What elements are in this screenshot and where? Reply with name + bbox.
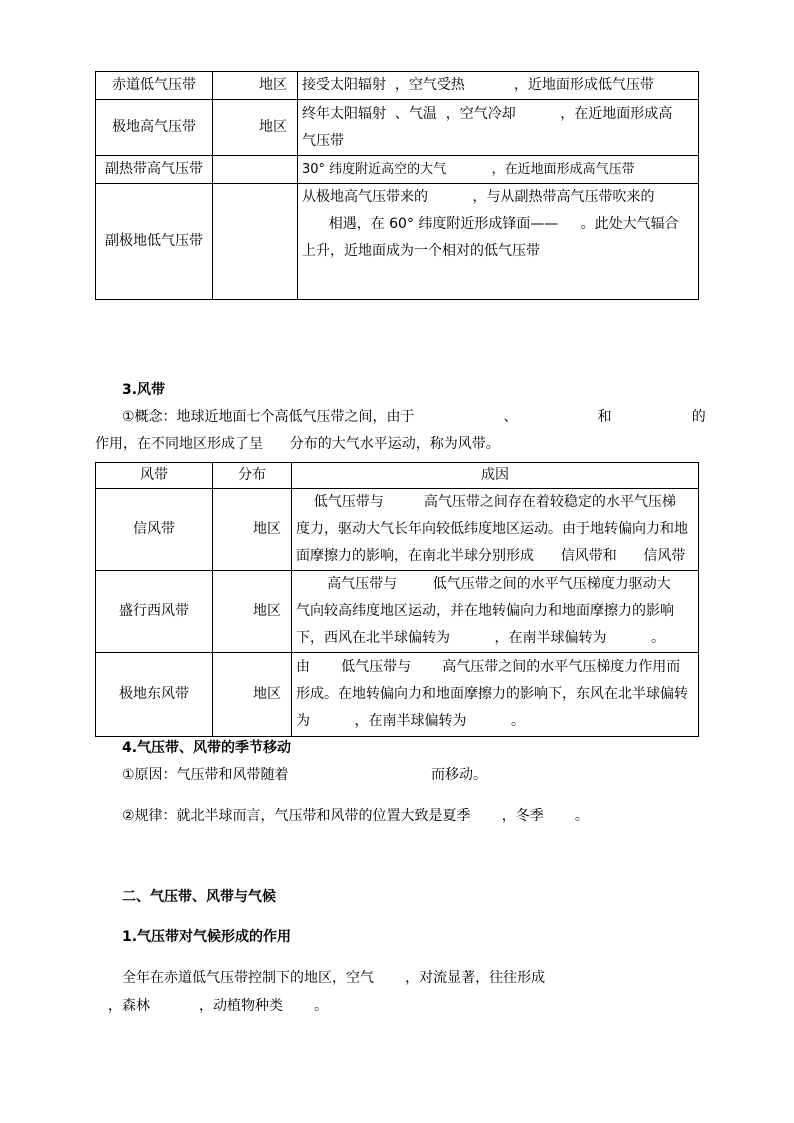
cause-line: 气向较高纬度地区运动，并在地转偏向力和地面摩擦力的影响: [296, 603, 674, 619]
header-cell: 风带: [96, 463, 213, 489]
concept-line: ①概念：地球近地面七个高低气压带之间，由于 、 和 的: [122, 409, 706, 425]
table-row: [96, 100, 699, 156]
wind-name: 盛行西风带: [96, 571, 213, 653]
wind-belt-table: [95, 462, 699, 737]
wind-region: 地区: [213, 489, 292, 571]
belt-cause: 接受太阳辐射 ，空气受热 ，近地面形成低气压带: [298, 72, 699, 100]
belt-region: 地区: [213, 72, 298, 100]
rule-line: ②规律：就北半球而言，气压带和风带的位置大致是夏季 ，冬季 。: [122, 808, 589, 824]
cause-line: 由 低气压带与 高气压带之间的水平气压梯度力作用而: [296, 659, 681, 675]
cause-line: 度力，驱动大气长年向较低纬度地区运动。由于地转偏向力和地: [296, 521, 688, 537]
wind-cause: [292, 571, 699, 653]
belt-name: 副极地低气压带: [96, 184, 213, 300]
wind-name: 信风带: [96, 489, 213, 571]
wind-cause: [292, 489, 699, 571]
belt-region: [213, 156, 298, 184]
paragraph-line: ，森林 ，动植物种类 。: [108, 998, 329, 1014]
cause-line: 下，西风在北半球偏转为 ，在南半球偏转为 。: [296, 630, 666, 646]
belt-region: 地区: [213, 100, 298, 156]
belt-cause: [298, 184, 699, 300]
table-header-row: [96, 463, 699, 489]
wind-region: 地区: [213, 653, 292, 737]
table-row: [96, 653, 699, 737]
wind-region: 地区: [213, 571, 292, 653]
wind-cause: [292, 653, 699, 737]
concept-line: 作用，在不同地区形成了呈 分布的大气水平运动，称为风带。: [95, 436, 500, 452]
cause-line: 终年太阳辐射 、气温 ，空气冷却 ，在近地面形成高: [302, 105, 673, 122]
belt-name: 副热带高气压带: [96, 156, 213, 184]
table-row: [96, 489, 699, 571]
belt-name: 极地高气压带: [96, 100, 213, 156]
reason-line: ①原因：气压带和风带随着 而移动。: [122, 767, 487, 783]
cause-line: 低气压带与 高气压带之间存在着较稳定的水平气压梯: [296, 494, 676, 510]
cause-line: 面摩擦力的影响，在南北半球分别形成 信风带和 信风带: [296, 548, 686, 564]
section-heading: 3.风带: [122, 382, 166, 398]
wind-name: 极地东风带: [96, 653, 213, 737]
subsection-heading: 1.气压带对气候形成的作用: [122, 929, 292, 945]
cause-line: 从极地高气压带来的 ，与从副热带高气压带吹来的: [302, 189, 655, 205]
cause-line: 高气压带与 低气压带之间的水平气压梯度力驱动大: [296, 576, 671, 592]
cause-line: 为 ，在南半球偏转为 。: [296, 713, 526, 729]
part-heading: 二、气压带、风带与气候: [122, 889, 276, 905]
pressure-belt-table: [95, 71, 699, 300]
cause-line: 上升，近地面成为一个相对的低气压带: [302, 243, 540, 259]
table-row: [96, 571, 699, 653]
belt-region: [213, 184, 298, 300]
table-row: [96, 184, 699, 300]
belt-cause: 30° 纬度附近高空的大气 ，在近地面形成高气压带: [298, 156, 699, 184]
table-row: [96, 72, 699, 100]
header-cell: 成因: [292, 463, 699, 489]
section-heading: 4.气压带、风带的季节移动: [122, 740, 292, 756]
belt-name: 赤道低气压带: [96, 72, 213, 100]
table-row: [96, 156, 699, 184]
cause-line: 形成。在地转偏向力和地面摩擦力的影响下，东风在北半球偏转: [296, 686, 688, 702]
paragraph-line: 全年在赤道低气压带控制下的地区，空气 ，对流显著，往往形成: [122, 970, 546, 986]
cause-line: 相遇，在 60° 纬度附近形成锋面—— 。此处大气辐合: [302, 216, 679, 232]
header-cell: 分布: [213, 463, 292, 489]
belt-cause: [298, 100, 699, 156]
cause-line: 气压带: [302, 132, 344, 149]
